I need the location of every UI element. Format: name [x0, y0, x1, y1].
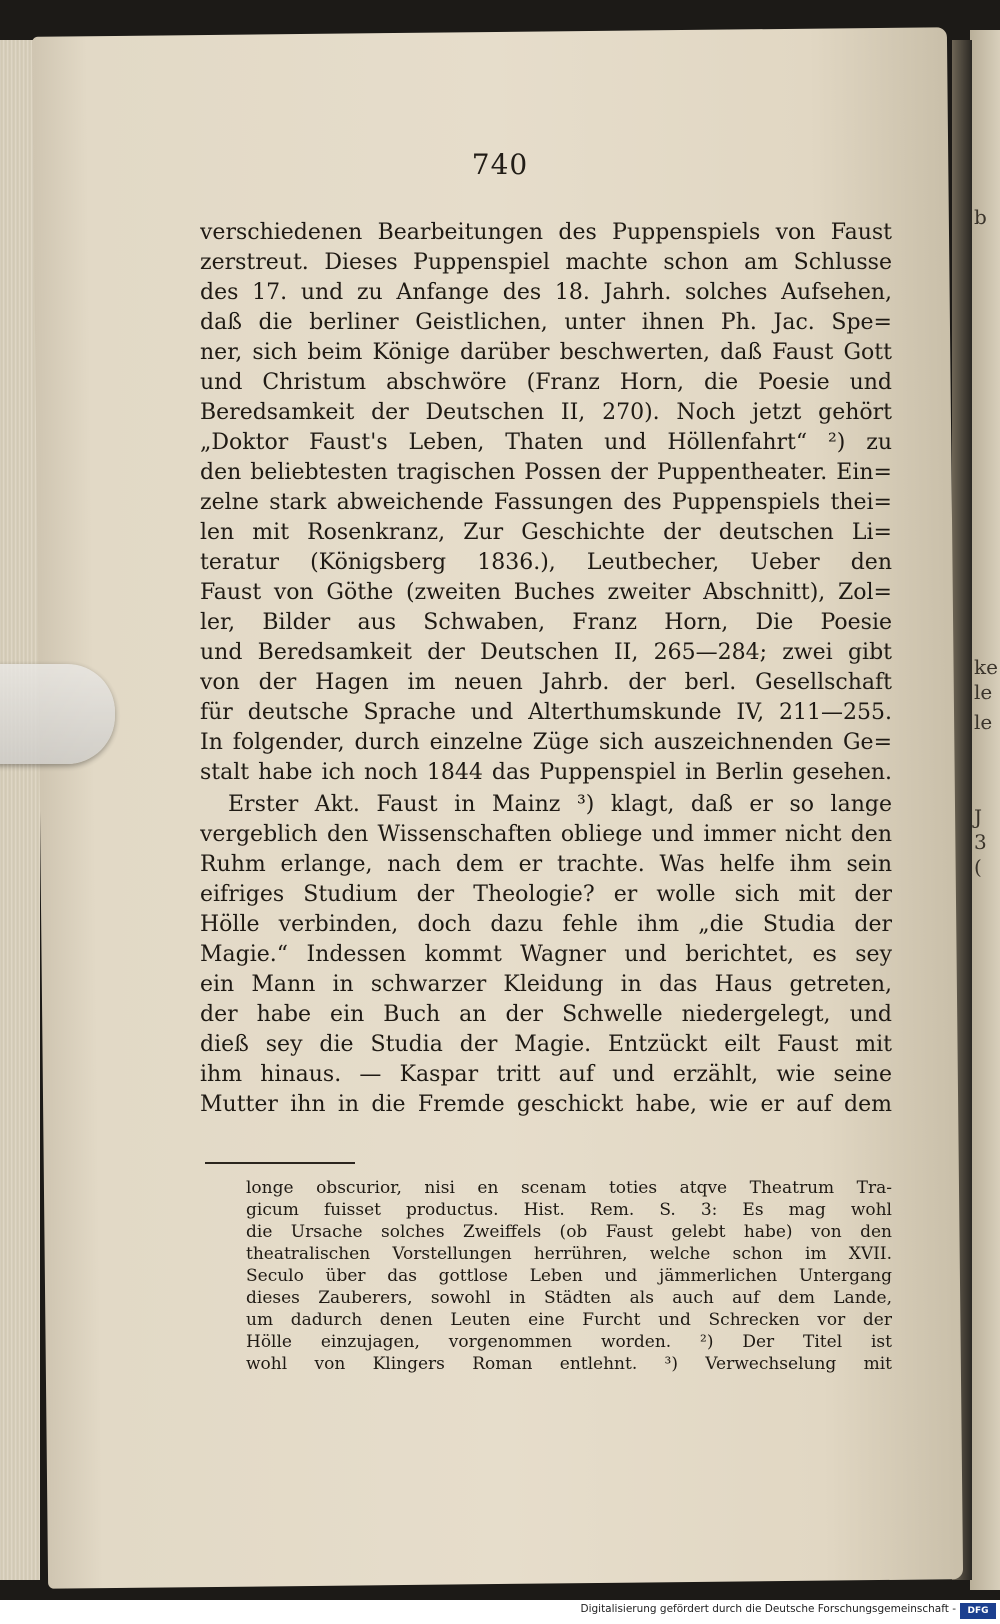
text-line: von der Hagen im neuen Jahrb. der berl. Gesellschaft — [200, 670, 892, 695]
footnote-line: theatralischen Vorstellungen herrühren, welche schon im XVII. — [246, 1244, 892, 1264]
text-line: ihm hinaus. — Kaspar tritt auf und erzählt, wie seine — [200, 1062, 892, 1087]
facing-page-fragment: ke — [974, 655, 998, 679]
text-line: zelne stark abweichende Fassungen des Puppenspiels thei= — [200, 490, 892, 515]
text-line: der habe ein Buch an der Schwelle niedergelegt, und — [200, 1002, 892, 1027]
text-line: dieß sey die Studia der Magie. Entzückt eilt Faust mit — [200, 1032, 892, 1057]
page-number: 740 — [471, 148, 529, 181]
text-line: den beliebtesten tragischen Possen der Puppentheater. Ein= — [200, 460, 892, 485]
text-line: ein Mann in schwarzer Kleidung in das Haus getreten, — [200, 972, 892, 997]
footnote-line: gicum fuisset productus. Hist. Rem. S. 3: Es mag wohl — [246, 1200, 892, 1220]
text-line: Erster Akt. Faust in Mainz ³) klagt, daß er so lange — [228, 792, 892, 817]
facing-page-fragment: ( — [974, 855, 982, 879]
text-line: und Christum abschwöre (Franz Horn, die Poesie und — [200, 370, 892, 395]
text-line: Ruhm erlange, nach dem er trachte. Was helfe ihm sein — [200, 852, 892, 877]
text-line: eifriges Studium der Theologie? er wolle sich mit der — [200, 882, 892, 907]
text-line: ler, Bilder aus Schwaben, Franz Horn, Die Poesie — [200, 610, 892, 635]
text-line: Beredsamkeit der Deutschen II, 270). Noch jetzt gehört — [200, 400, 892, 425]
footnote-line: um dadurch denen Leuten eine Furcht und Schrecken vor der — [246, 1310, 892, 1330]
text-line: vergeblich den Wissenschaften obliege und immer nicht den — [200, 822, 892, 847]
text-line: Faust von Göthe (zweiten Buches zweiter Abschnitt), Zol= — [200, 580, 892, 605]
text-line: len mit Rosenkranz, Zur Geschichte der deutschen Li= — [200, 520, 892, 545]
footnote-line: longe obscurior, nisi en scenam toties atqve Theatrum Tra- — [246, 1178, 892, 1198]
text-line: Mutter ihn in die Fremde geschickt habe, wie er auf dem — [200, 1092, 892, 1117]
facing-page-fragment: J — [974, 805, 983, 829]
footer-bar — [0, 1600, 1000, 1624]
footnote-line: Seculo über das gottlose Leben und jämmerlichen Untergang — [246, 1266, 892, 1286]
text-line: und Beredsamkeit der Deutschen II, 265—284; zwei gibt — [200, 640, 892, 665]
facing-page-fragment: le — [974, 710, 993, 734]
facing-page-fragment: 3 — [974, 830, 987, 854]
text-line: für deutsche Sprache und Alterthumskunde IV, 211—255. — [200, 700, 892, 725]
text-line: des 17. und zu Anfange des 18. Jahrh. solches Aufsehen, — [200, 280, 892, 305]
dfg-logo: DFG — [960, 1603, 996, 1619]
text-line: zerstreut. Dieses Puppenspiel machte schon am Schlusse — [200, 250, 892, 275]
text-line: stalt habe ich noch 1844 das Puppenspiel in Berlin gesehen. — [200, 760, 892, 785]
footnote-line: dieses Zauberers, sowohl in Städten als auch auf dem Lande, — [246, 1288, 892, 1308]
text-line: Magie.“ Indessen kommt Wagner und berichtet, es sey — [200, 942, 892, 967]
text-line: daß die berliner Geistlichen, unter ihnen Ph. Jac. Spe= — [200, 310, 892, 335]
text-line: „Doktor Faust's Leben, Thaten und Höllenfahrt“ ²) zu — [200, 430, 892, 455]
footnote-line: Hölle einzujagen, vorgenommen worden. ²) Der Titel ist — [246, 1332, 892, 1352]
footnote-rule — [205, 1162, 355, 1164]
facing-page-fragment: le — [974, 680, 993, 704]
facing-page-fragment: b — [974, 205, 987, 229]
text-line: verschiedenen Bearbeitungen des Puppenspiels von Faust — [200, 220, 892, 245]
text-line: ner, sich beim Könige darüber beschwerten, daß Faust Gott — [200, 340, 892, 365]
text-line: Hölle verbinden, doch dazu fehle ihm „die Studia der — [200, 912, 892, 937]
footnote-line: die Ursache solches Zweiffels (ob Faust gelebt habe) von den — [246, 1222, 892, 1242]
funding-credit: Digitalisierung gefördert durch die Deutsche Forschungsgemeinschaft - — [580, 1603, 956, 1615]
text-line: In folgender, durch einzelne Züge sich auszeichnenden Ge= — [200, 730, 892, 755]
text-line: teratur (Königsberg 1836.), Leutbecher, Ueber den — [200, 550, 892, 575]
facing-page-edge — [970, 30, 1000, 1590]
page-holder-clip — [0, 664, 115, 764]
footnote-line: wohl von Klingers Roman entlehnt. ³) Verwechselung mit — [246, 1354, 892, 1374]
